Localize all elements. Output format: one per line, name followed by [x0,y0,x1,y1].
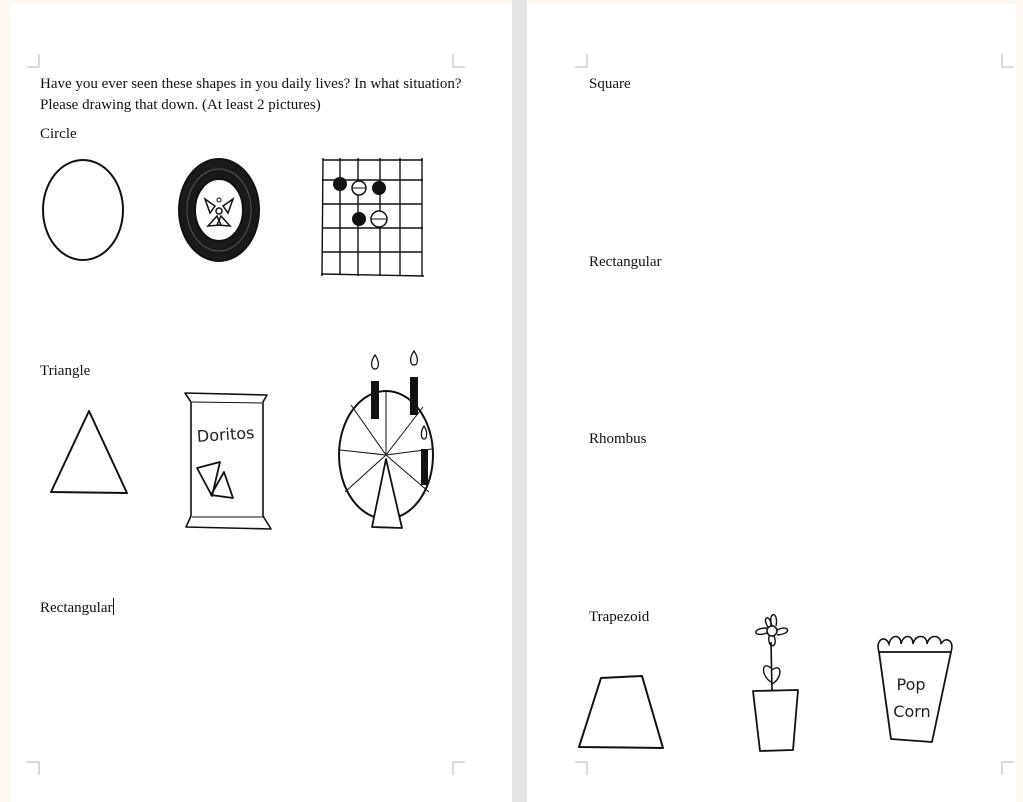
corner-mark-bottom-right [1001,761,1014,775]
corner-mark-top-left [27,54,40,68]
popcorn-drawing[interactable] [871,630,961,748]
corner-mark-bottom-left [27,761,40,775]
popcorn-label-line1: Pop [896,675,926,694]
corner-mark-bottom-left [575,761,588,775]
corner-mark-top-right [452,54,465,68]
go-board-drawing[interactable] [318,154,426,280]
text-cursor [113,598,114,615]
rhombus-heading[interactable]: Rhombus [589,431,647,447]
page-gutter [512,0,527,802]
popcorn-label-line2: Corn [893,702,931,721]
circle-drawing[interactable] [39,156,129,264]
chip-bag-label: Doritos [196,423,255,446]
prompt-line-2[interactable]: Please drawing that down. (At least 2 pictures) [40,97,321,113]
document-page-right[interactable] [527,4,1016,802]
square-heading[interactable]: Square [589,76,631,92]
cake-drawing[interactable] [333,347,443,533]
corner-mark-bottom-right [452,761,465,775]
rectangular-heading-text: Rectangular [40,600,113,616]
circle-heading[interactable]: Circle [40,126,77,142]
trapezoid-heading[interactable]: Trapezoid [589,609,650,625]
trapezoid-drawing[interactable] [575,670,667,754]
rectangular-heading-left[interactable] [40,598,114,619]
triangle-heading[interactable]: Triangle [40,363,91,379]
corner-mark-top-left [575,54,588,68]
triangle-drawing[interactable] [47,406,131,498]
corner-mark-top-right [1001,54,1014,68]
flower-pot-drawing[interactable] [743,608,823,760]
tire-drawing[interactable] [174,156,264,264]
prompt-line-1[interactable]: Have you ever seen these shapes in you daily lives? In what situation? [40,76,462,92]
rectangular-heading-right[interactable]: Rectangular [589,254,662,270]
document-page-left[interactable] [11,4,512,802]
chip-bag-drawing[interactable] [183,388,273,534]
